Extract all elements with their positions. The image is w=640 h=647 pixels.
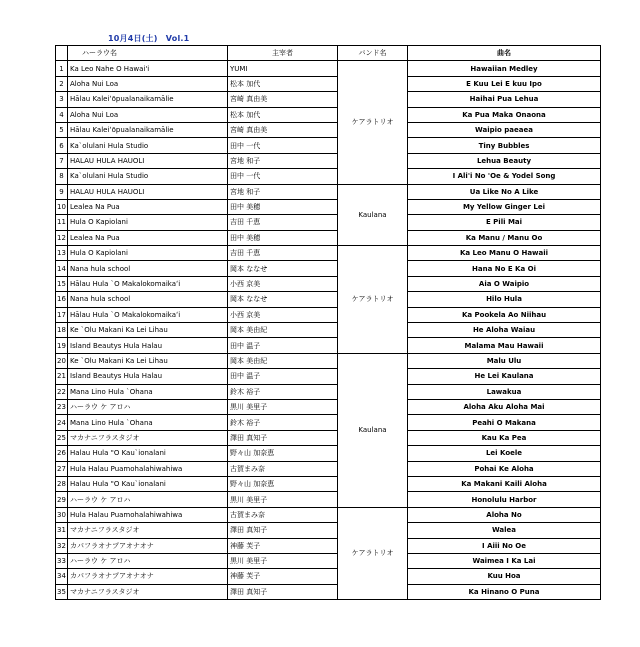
hula-name-cell: Aloha Nui Loa (68, 107, 228, 122)
song-title-cell: Walea (408, 523, 601, 538)
hula-name-cell: Ka`olulani Hula Studio (68, 138, 228, 153)
song-title-cell: Aloha No (408, 507, 601, 522)
organizer-cell: 宮地 和子 (228, 153, 338, 168)
band-name-cell: ケアラトリオ (338, 246, 408, 354)
song-title-cell: Waimea I Ka Lai (408, 553, 601, 568)
song-title-cell: Ka Makani Kaili Aloha (408, 476, 601, 491)
organizer-cell: 澤田 真知子 (228, 584, 338, 599)
hula-name-cell: HALAU HULA HAUOLI (68, 153, 228, 168)
row-number: 10 (56, 199, 68, 214)
row-number: 19 (56, 338, 68, 353)
table-row (56, 122, 601, 137)
row-number: 32 (56, 538, 68, 553)
row-number: 28 (56, 476, 68, 491)
song-title-cell: He Aloha Waiau (408, 323, 601, 338)
table-row (56, 523, 601, 538)
organizer-cell: 黒川 美里子 (228, 553, 338, 568)
table-row (56, 230, 601, 245)
organizer-cell: 田中 温子 (228, 338, 338, 353)
song-title-cell: I Aiii No Oe (408, 538, 601, 553)
organizer-cell: 吉田 千恵 (228, 246, 338, 261)
row-number: 8 (56, 169, 68, 184)
table-row (56, 476, 601, 491)
organizer-cell: 岡本 美由紀 (228, 353, 338, 368)
band-name-cell: ケアラトリオ (338, 61, 408, 184)
organizer-cell: 古賀まみ奈 (228, 507, 338, 522)
song-title-cell: E Kuu Lei E kuu Ipo (408, 76, 601, 91)
organizer-cell: 神藤 芙子 (228, 569, 338, 584)
hula-name-cell: Hula O Kapiolani (68, 215, 228, 230)
song-title-cell: Waipio paeaea (408, 122, 601, 137)
song-title-cell: Hilo Hula (408, 292, 601, 307)
hula-name-cell: マカナニフラスタジオ (68, 430, 228, 445)
table-row (56, 246, 601, 261)
hula-name-cell: Island Beautys Hula Halau (68, 338, 228, 353)
hula-name-cell: Hula Halau Puamohalahiwahiwa (68, 507, 228, 522)
table-row (56, 584, 601, 599)
song-title-cell: I Ali'i No 'Oe & Yodel Song (408, 169, 601, 184)
hula-name-cell: Island Beautys Hula Halau (68, 369, 228, 384)
table-row (56, 307, 601, 322)
table-row (56, 399, 601, 414)
table-row (56, 169, 601, 184)
song-title-cell: Ka Pua Maka Onaona (408, 107, 601, 122)
table-row (56, 276, 601, 291)
row-number: 9 (56, 184, 68, 199)
row-number: 16 (56, 292, 68, 307)
organizer-cell: 田中 一代 (228, 169, 338, 184)
organizer-cell: 宮崎 真由美 (228, 122, 338, 137)
schedule-table (55, 45, 601, 600)
song-title-cell: Ua Like No A Like (408, 184, 601, 199)
row-number: 27 (56, 461, 68, 476)
song-title-cell: Aloha Aku Aloha Mai (408, 399, 601, 414)
hula-name-cell: Ke `Olu Makani Ka Lei Lihau (68, 353, 228, 368)
hula-name-cell: ハーラウ ケ アロハ (68, 492, 228, 507)
row-number: 21 (56, 369, 68, 384)
organizer-cell: 岡本 ななせ (228, 261, 338, 276)
hula-name-cell: Ke `Olu Makani Ka Lei Lihau (68, 323, 228, 338)
row-number: 5 (56, 122, 68, 137)
hula-name-cell: Nana hula school (68, 261, 228, 276)
table-row (56, 553, 601, 568)
song-title-cell: Ka Manu / Manu Oo (408, 230, 601, 245)
page-title: 10月4日(土) Vol.1 (108, 34, 190, 43)
band-name-cell: Kaulana (338, 184, 408, 246)
row-number: 33 (56, 553, 68, 568)
organizer-cell: 田中 美穂 (228, 199, 338, 214)
table-row (56, 261, 601, 276)
row-number: 24 (56, 415, 68, 430)
table-row (56, 138, 601, 153)
row-number: 4 (56, 107, 68, 122)
song-title-cell: My Yellow Ginger Lei (408, 199, 601, 214)
hula-name-cell: Hālau Hula `O Makalokomaikaʻi (68, 307, 228, 322)
row-number: 35 (56, 584, 68, 599)
hula-name-cell: Halau Hula "O Kau`ionalani (68, 446, 228, 461)
song-title-cell: Ka Leo Manu O Hawaii (408, 246, 601, 261)
song-title-cell: Lei Koele (408, 446, 601, 461)
organizer-cell: 鈴木 裕子 (228, 415, 338, 430)
row-number: 29 (56, 492, 68, 507)
hula-name-cell: マカナニフラスタジオ (68, 584, 228, 599)
table-row (56, 415, 601, 430)
hula-name-cell: HALAU HULA HAUOLI (68, 184, 228, 199)
hula-name-cell: カパフラオナプアオナオナ (68, 569, 228, 584)
hula-name-cell: Mana Lino Hula `Ohana (68, 415, 228, 430)
hula-name-cell: ハーラウ ケ アロハ (68, 553, 228, 568)
organizer-cell: 松本 加代 (228, 76, 338, 91)
row-number: 14 (56, 261, 68, 276)
song-title-cell: Kau Ka Pea (408, 430, 601, 445)
hula-name-cell: マカナニフラスタジオ (68, 523, 228, 538)
table-row (56, 369, 601, 384)
col-header-organizer: 主宰者 (228, 46, 338, 61)
row-number: 1 (56, 61, 68, 76)
hula-name-cell: Hula O Kapiolani (68, 246, 228, 261)
row-number: 22 (56, 384, 68, 399)
song-title-cell: Hawaiian Medley (408, 61, 601, 76)
song-title-cell: Ka Hinano O Puna (408, 584, 601, 599)
song-title-cell: Tiny Bubbles (408, 138, 601, 153)
row-number: 3 (56, 92, 68, 107)
col-header-band: バンド名 (338, 46, 408, 61)
organizer-cell: 古賀まみ奈 (228, 461, 338, 476)
col-header-song: 曲名 (408, 46, 601, 61)
hula-name-cell: Hālau Hula `O Makalokomaikaʻi (68, 276, 228, 291)
row-number: 13 (56, 246, 68, 261)
organizer-cell: 岡本 ななせ (228, 292, 338, 307)
organizer-cell: 黒川 美里子 (228, 492, 338, 507)
table-row (56, 76, 601, 91)
song-title-cell: Lehua Beauty (408, 153, 601, 168)
organizer-cell: 神藤 芙子 (228, 538, 338, 553)
band-name-cell: Kaulana (338, 353, 408, 507)
row-number: 6 (56, 138, 68, 153)
table-row (56, 92, 601, 107)
table-row (56, 384, 601, 399)
song-title-cell: Ka Pookela Ao Niihau (408, 307, 601, 322)
table-row (56, 446, 601, 461)
row-number: 18 (56, 323, 68, 338)
table-row (56, 492, 601, 507)
table-row (56, 292, 601, 307)
table-row (56, 323, 601, 338)
hula-name-cell: Nana hula school (68, 292, 228, 307)
organizer-cell: 野々山 加奈恵 (228, 446, 338, 461)
organizer-cell: 岡本 美由紀 (228, 323, 338, 338)
hula-name-cell: Hālau Kaleiʻōpualanaikamālie (68, 92, 228, 107)
organizer-cell: 小西 京美 (228, 307, 338, 322)
song-title-cell: Aia O Waipio (408, 276, 601, 291)
song-title-cell: Kuu Hoa (408, 569, 601, 584)
table-body (56, 61, 601, 600)
organizer-cell: 吉田 千恵 (228, 215, 338, 230)
band-name-cell: ケアラトリオ (338, 507, 408, 599)
hula-name-cell: カパフラオナプアオナオナ (68, 538, 228, 553)
organizer-cell: 澤田 真知子 (228, 523, 338, 538)
song-title-cell: Lawakua (408, 384, 601, 399)
song-title-cell: Malama Mau Hawaii (408, 338, 601, 353)
song-title-cell: He Lei Kaulana (408, 369, 601, 384)
organizer-cell: 松本 加代 (228, 107, 338, 122)
table-row (56, 215, 601, 230)
organizer-cell: 小西 京美 (228, 276, 338, 291)
song-title-cell: Malu Ulu (408, 353, 601, 368)
organizer-cell: 田中 温子 (228, 369, 338, 384)
table-row (56, 461, 601, 476)
table-row (56, 507, 601, 522)
row-number: 17 (56, 307, 68, 322)
table-row (56, 61, 601, 76)
hula-name-cell: Lealea Na Pua (68, 199, 228, 214)
organizer-cell: 黒川 美里子 (228, 399, 338, 414)
header-row (56, 46, 601, 61)
organizer-cell: 澤田 真知子 (228, 430, 338, 445)
hula-name-cell: Aloha Nui Loa (68, 76, 228, 91)
row-number: 23 (56, 399, 68, 414)
row-number: 12 (56, 230, 68, 245)
organizer-cell: 鈴木 裕子 (228, 384, 338, 399)
row-number: 11 (56, 215, 68, 230)
row-number: 2 (56, 76, 68, 91)
organizer-cell: 宮崎 真由美 (228, 92, 338, 107)
row-number: 31 (56, 523, 68, 538)
table-row (56, 353, 601, 368)
song-title-cell: Pohai Ke Aloha (408, 461, 601, 476)
organizer-cell: 野々山 加奈恵 (228, 476, 338, 491)
row-number: 15 (56, 276, 68, 291)
hula-name-cell: Ka`olulani Hula Studio (68, 169, 228, 184)
song-title-cell: Peahi O Makana (408, 415, 601, 430)
row-number: 30 (56, 507, 68, 522)
song-title-cell: Hana No E Ka Oi (408, 261, 601, 276)
hula-name-cell: Hula Halau Puamohalahiwahiwa (68, 461, 228, 476)
organizer-cell: 田中 美穂 (228, 230, 338, 245)
song-title-cell: E Pili Mai (408, 215, 601, 230)
table-row (56, 153, 601, 168)
song-title-cell: Haihai Pua Lehua (408, 92, 601, 107)
row-number: 25 (56, 430, 68, 445)
hula-name-cell: Mana Lino Hula `Ohana (68, 384, 228, 399)
table-row (56, 184, 601, 199)
song-title-cell: Honolulu Harbor (408, 492, 601, 507)
hula-name-cell: ハーラウ ケ アロハ (68, 399, 228, 414)
organizer-cell: 宮地 和子 (228, 184, 338, 199)
hula-name-cell: Halau Hula "O Kau`ionalani (68, 476, 228, 491)
table-row (56, 338, 601, 353)
col-header-hula: ハーラウ名 (68, 46, 228, 61)
table-row (56, 538, 601, 553)
organizer-cell: 田中 一代 (228, 138, 338, 153)
col-header-num (56, 46, 68, 61)
row-number: 26 (56, 446, 68, 461)
organizer-cell: YUMI (228, 61, 338, 76)
table-row (56, 199, 601, 214)
hula-name-cell: Hālau Kaleiʻōpualanaikamālie (68, 122, 228, 137)
table-row (56, 430, 601, 445)
table-row (56, 107, 601, 122)
row-number: 20 (56, 353, 68, 368)
row-number: 7 (56, 153, 68, 168)
hula-name-cell: Lealea Na Pua (68, 230, 228, 245)
hula-name-cell: Ka Leo Nahe O Hawai'i (68, 61, 228, 76)
table-row (56, 569, 601, 584)
row-number: 34 (56, 569, 68, 584)
